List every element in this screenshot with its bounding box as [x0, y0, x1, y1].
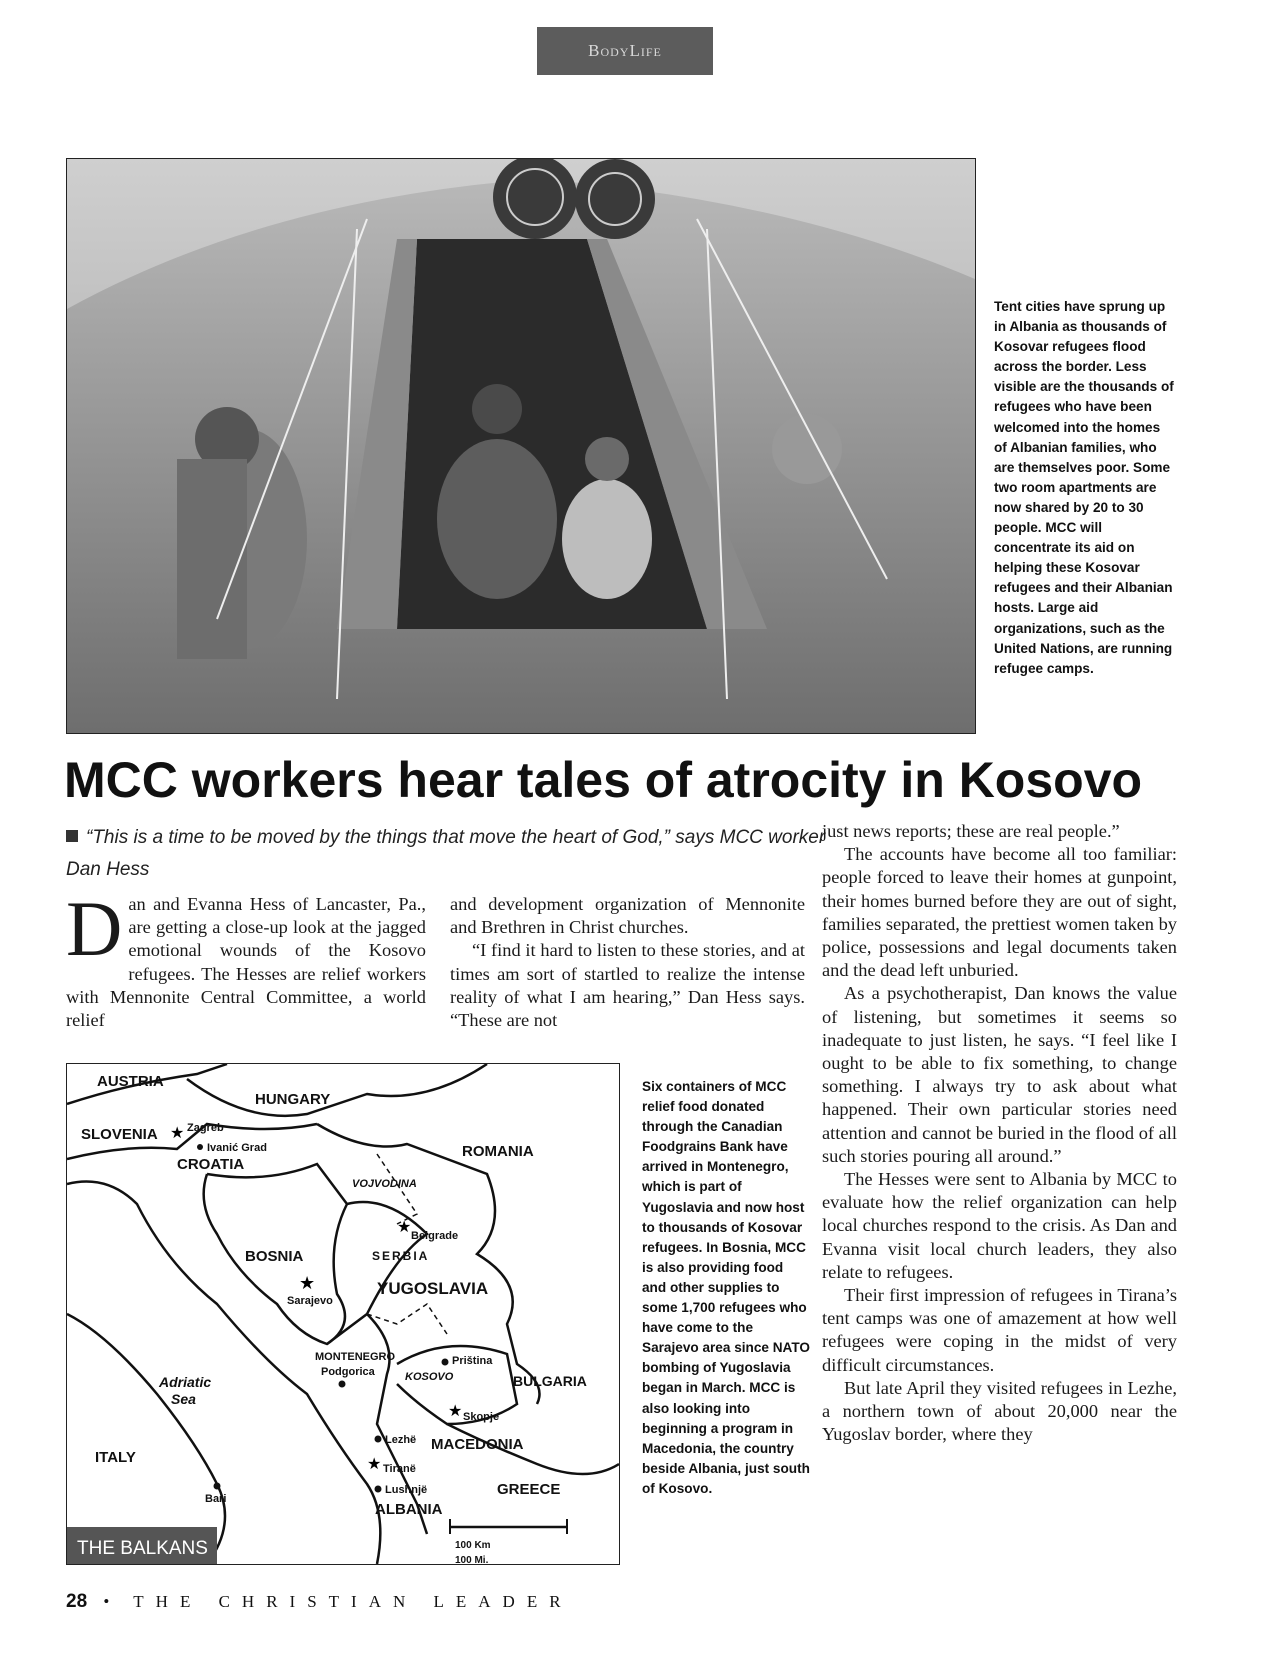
publication-name: THE CHRISTIAN LEADER — [133, 1592, 573, 1611]
paragraph: But late April they visited refugees in Lezhe, a northern town of about 20,000 near the Yugoslav border, where they — [822, 1377, 1177, 1445]
map-label-albania: ALBANIA — [375, 1501, 443, 1518]
deck-text: “This is a time to be moved by the things that move the heart of God,” says MCC worker Dan Hess — [66, 827, 826, 880]
map-label-belgrade: Belgrade — [411, 1230, 459, 1242]
map-label-serbia: SERBIA — [372, 1249, 430, 1263]
map-scale-km: 100 Km — [455, 1540, 491, 1551]
map-label-tirane: Tiranë — [383, 1463, 416, 1475]
map-scale-mi: 100 Mi. — [455, 1555, 489, 1564]
map-label-slovenia: SLOVENIA — [81, 1126, 158, 1143]
map-label-macedonia: MACEDONIA — [431, 1436, 524, 1453]
map-label-ivanic: Ivanić Grad — [207, 1142, 267, 1154]
map-label-croatia: CROATIA — [177, 1156, 245, 1173]
bullet-dot-icon: • — [103, 1592, 118, 1611]
page-number: 28 — [66, 1591, 88, 1612]
map-label-hungary: HUNGARY — [255, 1091, 331, 1108]
map-label-romania: ROMANIA — [462, 1143, 534, 1160]
map-label-greece: GREECE — [497, 1481, 561, 1498]
map-label-lushnje: Lushnjë — [385, 1484, 428, 1496]
article-column-2 — [450, 893, 805, 1032]
bullet-square-icon — [66, 830, 78, 842]
capital-star-icon: ★ — [448, 1403, 463, 1420]
map-label-adriatic: Adriatic — [159, 1374, 212, 1390]
page-footer — [66, 1591, 573, 1613]
map-label-pristina: Priština — [452, 1355, 493, 1367]
capital-star-icon: ★ — [170, 1125, 185, 1142]
paragraph-text: an and Evanna Hess of Lancaster, Pa., are getting a close-up look at the jagged emotional wounds of the Kosovo refugees. The Hesses are relief workers with Mennonite Central Committee, a world relief — [66, 894, 426, 1031]
paragraph — [66, 885, 426, 1032]
paragraph: just news reports; these are real people.” — [822, 821, 1120, 841]
map-label-kosovo: KOSOVO — [405, 1371, 454, 1383]
photo-caption: Tent cities have sprung up in Albania as thousands of Kosovar refugees flood across the border. Less visible are the thousands of refugees who have been welcomed into the homes of Albanian families, who are themselves poor. Some two room apartments are now shared by 20 to 30 people. MCC will concentrate its aid on helping these Kosovar refugees and their Albanian hosts. Large aid organizations, such as the United Nations, are running refugee camps. — [994, 299, 1174, 676]
capital-star-icon: ★ — [299, 1273, 316, 1293]
map-label-austria: AUSTRIA — [97, 1073, 164, 1090]
paragraph: The accounts have become all too familiar: people forced to leave their homes at gunpoint, their homes burned before they are out of sight, families separated, the prettiest women taken by police, possessions and legal documents taken and the dead left unburied. — [822, 844, 1177, 981]
paragraph: “I find it hard to listen to these stories, and at times am sort of startled to realize the intense reality of what I am hearing,” Dan Hess says. “These are not — [450, 940, 805, 1031]
map-label-skopje: Skopje — [463, 1411, 500, 1423]
map-label-sarajevo: Sarajevo — [287, 1295, 333, 1307]
map-label-montenegro: MONTENEGRO — [315, 1351, 396, 1363]
article-deck — [66, 822, 836, 886]
capital-star-icon: ★ — [397, 1219, 412, 1236]
map-label-yugoslavia: YUGOSLAVIA — [377, 1279, 489, 1298]
map-label-bari: Bari — [205, 1493, 227, 1505]
map-label-sea: Sea — [171, 1391, 196, 1407]
drop-cap: D — [66, 885, 123, 972]
section-tab: BodyLife — [537, 27, 713, 75]
map-label-italy: ITALY — [95, 1449, 136, 1466]
article-column-3 — [822, 820, 1177, 1446]
map-label-vojvodina: VOJVODINA — [352, 1178, 417, 1190]
balkans-map — [66, 1063, 620, 1565]
capital-star-icon: ★ — [367, 1456, 382, 1473]
paragraph: and development organization of Mennonite and Brethren in Christ churches. — [450, 894, 805, 938]
map-caption: Six containers of MCC relief food donated through the Canadian Foodgrains Bank have arrived in Montenegro, which is part of Yugoslavia and now host to thousands of Kosovar refugees. In Bosnia, MCC is also providing food and other supplies to some 1,700 refugees who have come to the Sarajevo area since NATO bombing of Yugoslavia began in March. MCC is also looking into beginning a program in Macedonia, the country beside Albania, just south of Kosovo. — [642, 1079, 810, 1496]
paragraph: As a psychotherapist, Dan knows the value of listening, but sometimes it seems so inadequate to just listen, he says. “I feel like I ought to be able to fix something, to change something. I always try to ask about what happened. Their own particular stories need attention and cannot be buried in the flood of all such stories pouring all around.” — [822, 983, 1177, 1166]
map-label-podgorica: Podgorica — [321, 1366, 375, 1378]
map-label-lezhe: Lezhë — [385, 1434, 417, 1446]
map-label-bosnia: BOSNIA — [245, 1248, 304, 1265]
article-column-1 — [66, 885, 426, 1032]
paragraph: Their first impression of refugees in Tirana’s tent camps was one of amazement at how well refugees were coping in the midst of very difficult circumstances. — [822, 1285, 1177, 1375]
map-label-zagreb: Zagreb — [187, 1122, 224, 1134]
map-title: THE BALKANS — [77, 1538, 208, 1559]
paragraph: The Hesses were sent to Albania by MCC to evaluate how the relief organization can help local churches respond to the crisis. As Dan and Evanna visit local church leaders, they also relate to refugees. — [822, 1169, 1177, 1282]
article-headline: MCC workers hear tales of atrocity in Kosovo — [64, 752, 1143, 808]
map-label-bulgaria: BULGARIA — [513, 1373, 587, 1389]
tent-photo — [66, 158, 976, 734]
